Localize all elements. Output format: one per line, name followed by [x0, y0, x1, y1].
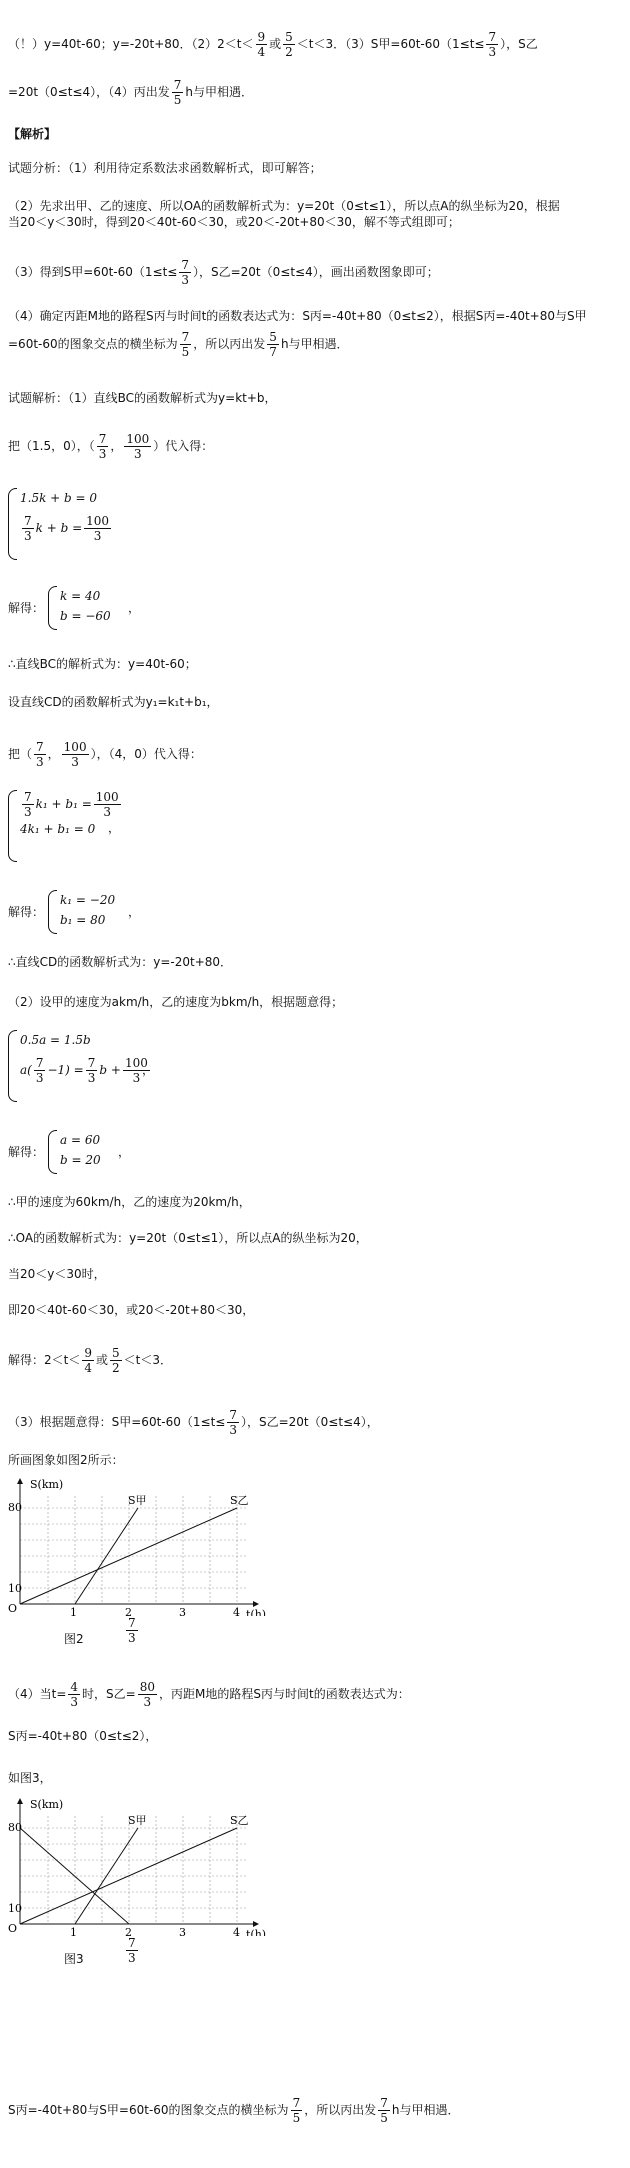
answer-line-1: （！）y=40t-60；y=-20t+80．（2）2＜t＜ $\frac{9}{4}$ 或 $\frac{5}{2}$ ＜t＜3．（3）S甲=60t-60（1≤t≤ $\frac{7}{3}$ ），S乙 — [8, 30, 538, 59]
solution-1: k = 40 b = −60 — [48, 586, 99, 630]
figure-3-svg — [8, 1796, 268, 1936]
solution-s8: ∴甲的速度为60km/h，乙的速度为20km/h， — [8, 1195, 251, 1209]
comma-2: ， — [108, 821, 121, 835]
solution-s7: （2）设甲的速度为akm/h，乙的速度为bkm/h，根据题意得； — [8, 995, 344, 1009]
fig2-s-yi: S乙 — [230, 1494, 249, 1507]
solve-label-2: 解得： — [8, 905, 45, 919]
fig3-caption: 图3 — [64, 1952, 84, 1966]
analysis-heading: 【解析】 — [8, 127, 57, 141]
figure-3 — [8, 1796, 268, 1939]
answer-line-2: =20t（0≤t≤4），（4）丙出发 $\frac{7}{5}$ h与甲相遇． — [8, 78, 253, 107]
comma-3: ， — [128, 905, 141, 919]
figure-2 — [8, 1476, 268, 1619]
solution-s4: 设直线CD的函数解析式为y₁=k₁t+b₁， — [8, 695, 219, 709]
solution-2: k₁ = −20 b₁ = 80 — [48, 890, 103, 934]
fig2-x1: 1 — [70, 1606, 77, 1616]
comma-1: ， — [128, 601, 141, 615]
fig3-x2: 2 — [125, 1926, 132, 1936]
fig3-x4: 4 — [233, 1926, 240, 1936]
fig2-origin: O — [8, 1602, 18, 1615]
fig3-y80: 80 — [8, 1821, 22, 1834]
solution-s17: 如图3， — [8, 1771, 52, 1785]
fig3-x3: 3 — [179, 1926, 186, 1936]
solution-s5: 把（ $\frac{7}{3}$ ， $\frac{100}{3}$ ），（4，0）代入得： — [8, 740, 202, 769]
fig2-y10: 10 — [8, 1582, 22, 1595]
fig2-s-jia: S甲 — [128, 1494, 147, 1507]
solution-s13: （3）根据题意得：S甲=60t-60（1≤t≤ $\frac{7}{3}$ ），S乙=20t（0≤t≤4）， — [8, 1408, 379, 1437]
fig2-x2: 2 — [125, 1606, 132, 1616]
analysis-p4a: （4）确定丙距M地的路程S丙与时间t的函数表达式为：S丙=-40t+80（0≤t≤2），根据S丙=-40t+80与S甲 — [8, 309, 587, 323]
system-2: $\frac{7}{3}$ k₁ + b₁ = $\frac{100}{3}$ 4k₁ + b₁ = 0 — [8, 790, 111, 862]
solution-s11: 即20＜40t-60＜30，或20＜-20t+80＜30， — [8, 1303, 255, 1317]
fig3-frac: $\frac{7}{3}$ — [128, 1936, 136, 1965]
solution-s9: ∴OA的函数解析式为：y=20t（0≤t≤1），所以点A的纵坐标为20， — [8, 1231, 368, 1245]
solution-s1: 试题解析：（1）直线BC的函数解析式为y=kt+b， — [8, 391, 277, 405]
fig3-y10: 10 — [8, 1902, 22, 1915]
fig2-x3: 3 — [179, 1606, 186, 1616]
solution-s3: ∴直线BC的解析式为：y=40t-60； — [8, 657, 197, 671]
fig3-x1: 1 — [70, 1926, 77, 1936]
fig3-ylabel: S(km) — [30, 1798, 64, 1811]
fig3-xlabel: t(h) — [246, 1928, 267, 1936]
fig3-s-jia: S甲 — [128, 1814, 147, 1827]
fig3-s-yi: S乙 — [230, 1814, 249, 1827]
fig2-xlabel: t(h) — [246, 1608, 267, 1616]
analysis-p1: 试题分析：（1）利用待定系数法求函数解析式，即可解答； — [8, 161, 322, 175]
solution-s2: 把（1.5，0），（ $\frac{7}{3}$ ， $\frac{100}{3}$ ）代入得： — [8, 432, 214, 461]
comma-5: ， — [118, 1145, 131, 1159]
analysis-p4b: =60t-60的图象交点的横坐标为 $\frac{7}{5}$ ，所以丙出发 $\frac{5}{7}$ h与甲相遇． — [8, 330, 349, 359]
comma-4: ， — [142, 1063, 155, 1077]
system-1: 1.5k + b = 0 $\frac{7}{3}$ k + b = $\frac{100}{3}$ — [8, 488, 101, 560]
solution-s16: S丙=-40t+80（0≤t≤2）， — [8, 1729, 158, 1743]
solution-s6: ∴直线CD的函数解析式为：y=-20t+80． — [8, 955, 233, 969]
analysis-p2b: 当20＜y＜30时，得到20＜40t-60＜30，或20＜-20t+80＜30，解不等式组即可； — [8, 215, 460, 229]
fig2-ylabel: S(km) — [30, 1478, 64, 1491]
solution-3: a = 60 b = 20 — [48, 1130, 89, 1174]
fig2-caption: 图2 — [64, 1632, 84, 1646]
fig2-y80: 80 — [8, 1501, 22, 1514]
solution-s18: S丙=-40t+80与S甲=60t-60的图象交点的横坐标为 $\frac{7}{5}$ ，所以丙出发 $\frac{7}{5}$ h与甲相遇． — [8, 2096, 460, 2125]
solution-s15: （4）当t= $\frac{4}{3}$ 时，S乙= $\frac{80}{3}$ ，丙距M地的路程S丙与时间t的函数表达式为： — [8, 1680, 410, 1709]
solution-s10: 当20＜y＜30时， — [8, 1267, 106, 1281]
solve-label-1: 解得： — [8, 601, 45, 615]
figure-2-svg — [8, 1476, 268, 1616]
fig3-origin: O — [8, 1922, 18, 1935]
solve-label-3: 解得： — [8, 1145, 45, 1159]
fig2-x4: 4 — [233, 1606, 240, 1616]
fig2-frac: $\frac{7}{3}$ — [128, 1616, 136, 1645]
solution-s14: 所画图象如图2所示： — [8, 1453, 124, 1467]
analysis-p3: （3）得到S甲=60t-60（1≤t≤ $\frac{7}{3}$ ），S乙=20t（0≤t≤4），画出函数图象即可； — [8, 258, 439, 287]
analysis-p2a: （2）先求出甲、乙的速度、所以OA的函数解析式为：y=20t（0≤t≤1），所以点A的纵坐标为20，根据 — [8, 199, 560, 213]
system-3: 0.5a = 1.5b a( $\frac{7}{3}$ −1) = $\frac{7}{3}$ b + $\frac{100}{3}$ — [8, 1030, 140, 1102]
solution-s12: 解得：2＜t＜ $\frac{9}{4}$ 或 $\frac{5}{2}$ ＜t＜3． — [8, 1346, 172, 1375]
